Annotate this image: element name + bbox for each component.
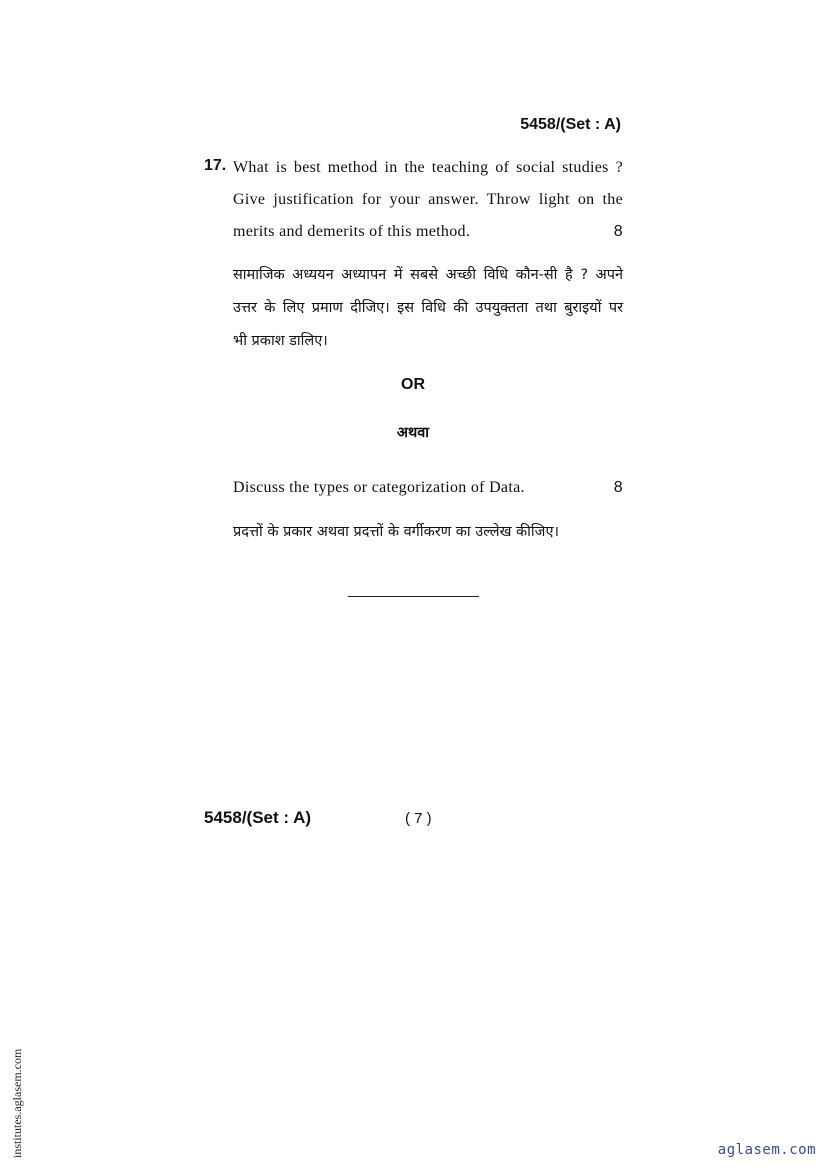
question-english-line-3 bbox=[233, 216, 623, 248]
question-marks: 8 bbox=[613, 223, 623, 240]
header-set-code: 5458/(Set : A) bbox=[520, 116, 621, 133]
question-english bbox=[233, 152, 623, 248]
side-watermark: institutes.aglasem.com bbox=[10, 1048, 24, 1158]
question-hindi-line-1: सामाजिक अध्ययन अध्यापन में सबसे अच्छी विधि कौन-सी है ? अपने bbox=[233, 267, 623, 283]
end-divider bbox=[348, 596, 479, 597]
alternative-hindi bbox=[233, 516, 623, 549]
question-hindi-line-2: उत्तर के लिए प्रमाण दीजिए। इस विधि की उपयुक्तता तथा बुराइयों पर bbox=[233, 300, 623, 316]
alternative-marks: 8 bbox=[613, 479, 623, 496]
alternative-hindi-line: प्रदत्तों के प्रकार अथवा प्रदत्तों के वर्गीकरण का उल्लेख कीजिए। bbox=[233, 524, 559, 540]
footer-set-code: 5458/(Set : A) bbox=[204, 808, 312, 827]
athva-label: अथवा bbox=[396, 425, 430, 441]
question-english-line-2: Give justification for your answer. Throw light on the bbox=[233, 191, 623, 208]
question-hindi-line-3: भी प्रकाश डालिए। bbox=[233, 333, 328, 349]
or-label: OR bbox=[401, 376, 425, 393]
question-english-line-1: What is best method in the teaching of social studies ? bbox=[233, 159, 623, 176]
alternative-english bbox=[233, 472, 623, 504]
footer-page-number: ( 7 ) bbox=[405, 810, 432, 827]
alternative-english-line bbox=[233, 472, 623, 504]
question-english-line-3-text: merits and demerits of this method. bbox=[233, 223, 471, 240]
brand-watermark: aglasem.com bbox=[717, 1142, 816, 1158]
question-number: 17. bbox=[204, 157, 227, 174]
alternative-english-text: Discuss the types or categorization of Data. bbox=[233, 479, 525, 496]
question-hindi bbox=[233, 259, 623, 358]
